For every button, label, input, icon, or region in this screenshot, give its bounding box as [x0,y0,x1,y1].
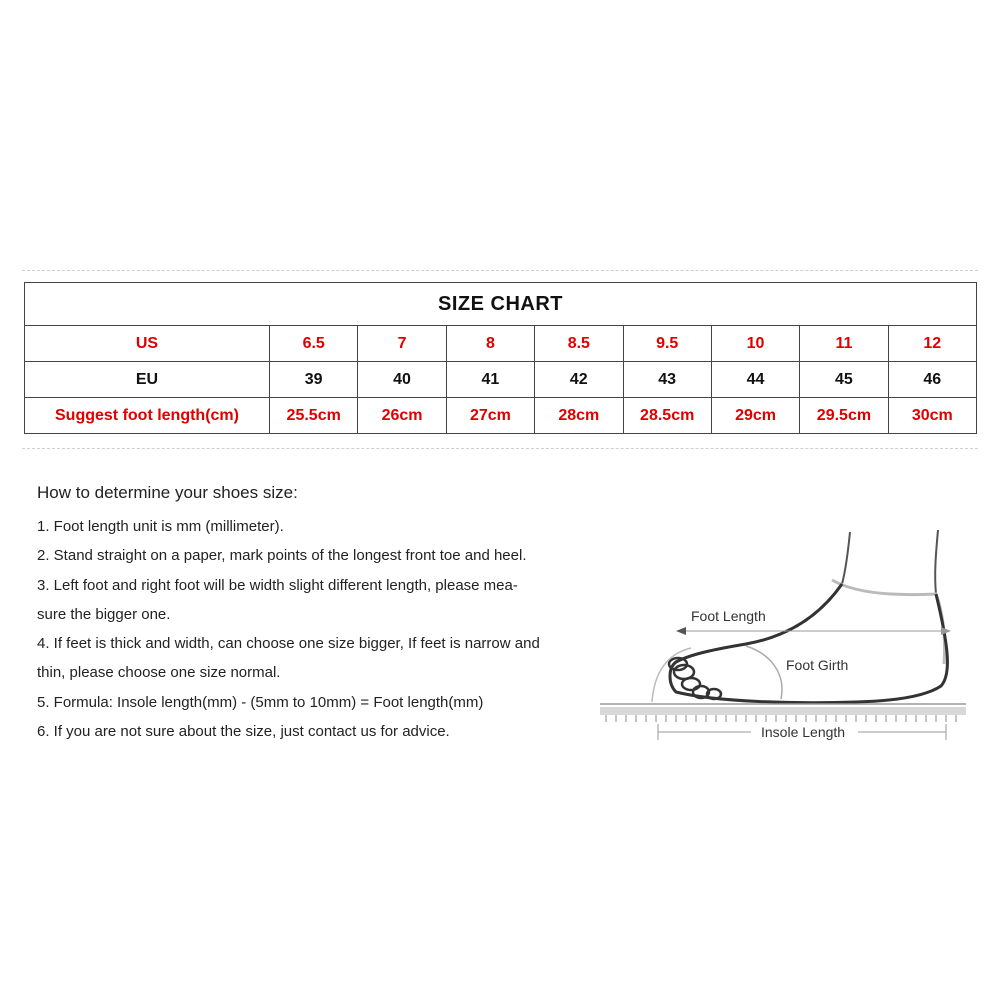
top-divider [22,270,978,271]
eu-size-row [25,362,977,398]
instruction-line: 6. If you are not sure about the size, just contact us for advice. [37,723,450,741]
foot-length-row [25,398,977,434]
insole-length-label: Insole Length [761,724,846,740]
instruction-line: sure the bigger one. [37,605,171,623]
table-cell: 25.5cm [270,398,358,434]
bottom-divider [22,448,978,449]
leg-outline [842,532,850,584]
table-cell: 29.5cm [800,398,888,434]
ruler-bar [600,707,966,715]
toe [682,678,700,690]
table-cell: 10 [711,326,799,362]
table-cell: 26cm [358,398,446,434]
table-cell: 8.5 [535,326,623,362]
table-cell: 43 [623,362,711,398]
foot-length-arrow [941,627,951,635]
table-cell: 30cm [888,398,976,434]
foot-length-label: Foot Length [691,608,766,624]
foot-measurement-diagram [596,524,976,764]
foot-illustration [596,524,976,764]
table-cell: 41 [446,362,534,398]
table-cell: 42 [535,362,623,398]
size-chart-title-row [25,283,977,326]
size-chart-title: SIZE CHART [25,283,977,326]
table-cell: 29cm [711,398,799,434]
row-label: Suggest foot length(cm) [25,398,270,434]
row-label: EU [25,362,270,398]
leg-outline-back [935,530,938,594]
instruction-line: 2. Stand straight on a paper, mark points of the longest front toe and heel. [37,547,527,565]
foot-girth-curve [746,646,782,699]
table-cell: 12 [888,326,976,362]
table-cell: 6.5 [270,326,358,362]
row-label: US [25,326,270,362]
table-cell: 9.5 [623,326,711,362]
instruction-line: 1. Foot length unit is mm (millimeter). [37,518,284,535]
foot-length-arrow [676,627,686,635]
instruction-line: thin, please choose one size normal. [37,664,281,682]
ruler-ticks [606,715,956,722]
instruction-line: 5. Formula: Insole length(mm) - (5mm to 10mm) = Foot length(mm) [37,693,484,711]
size-instructions [37,480,607,746]
instruction-line: 4. If feet is thick and width, can choose one size bigger, If feet is narrow and [37,635,540,653]
table-cell: 27cm [446,398,534,434]
table-cell: 11 [800,326,888,362]
table-cell: 28.5cm [623,398,711,434]
table-cell: 45 [800,362,888,398]
foot-outline [670,584,947,703]
us-size-row [25,326,977,362]
table-cell: 46 [888,362,976,398]
foot-girth-label: Foot Girth [786,657,849,673]
instructions-heading: How to determine your shoes size: [37,483,298,502]
table-cell: 44 [711,362,799,398]
table-cell: 7 [358,326,446,362]
table-cell: 39 [270,362,358,398]
foot-top-shade [832,580,945,664]
table-cell: 40 [358,362,446,398]
instruction-line: 3. Left foot and right foot will be width slight different length, please mea- [37,576,518,594]
table-cell: 8 [446,326,534,362]
table-cell: 28cm [535,398,623,434]
size-chart-table [24,282,977,434]
